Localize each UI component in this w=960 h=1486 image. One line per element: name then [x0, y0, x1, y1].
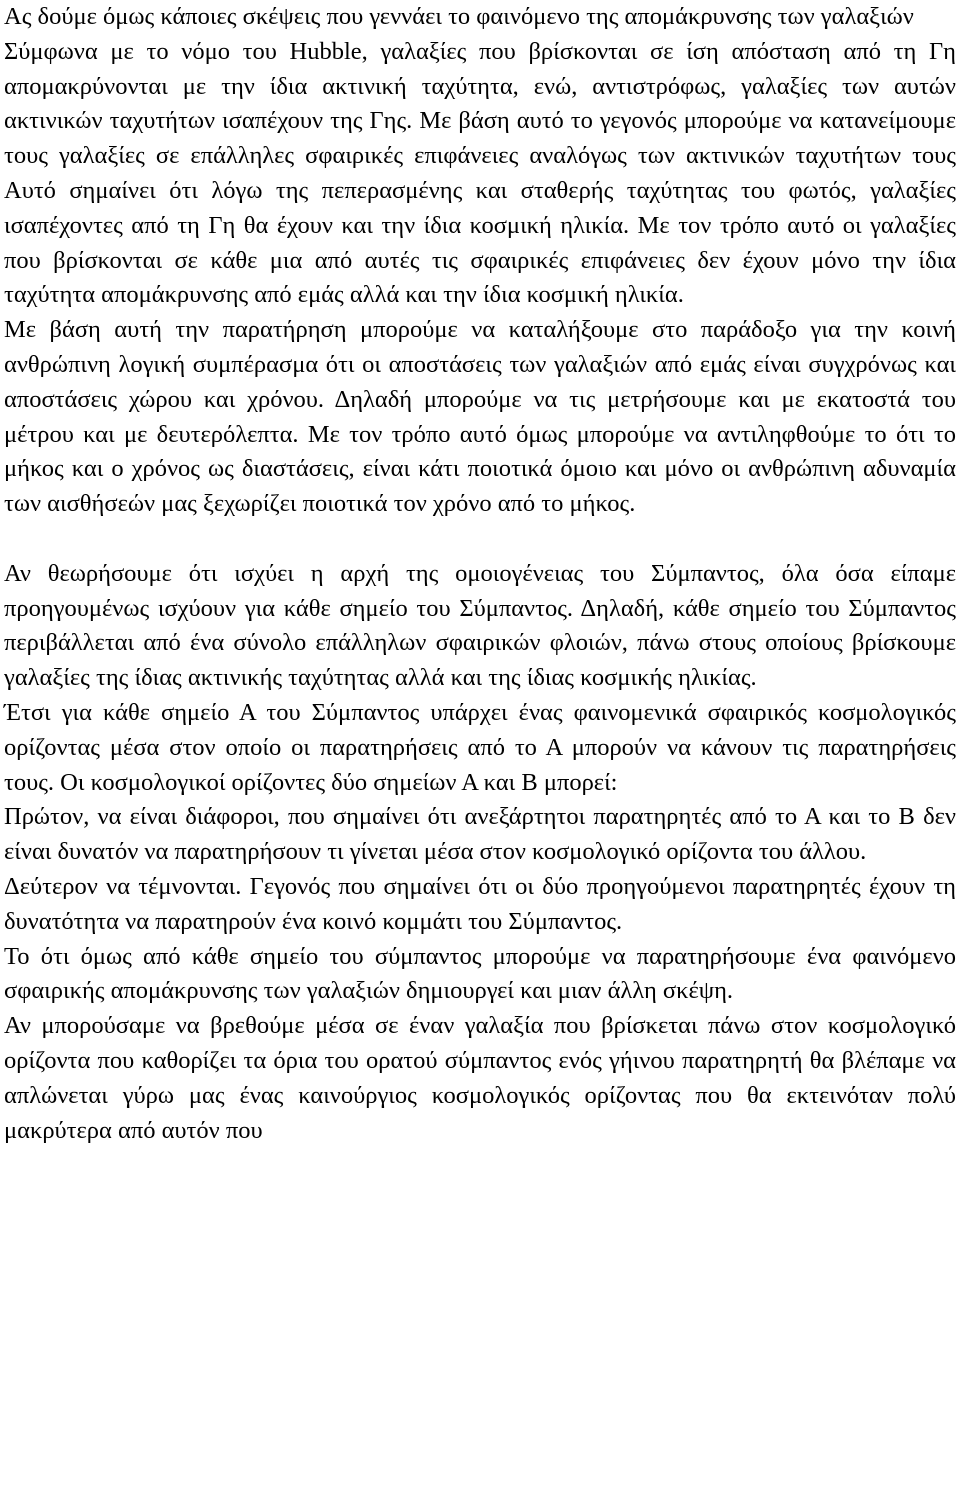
section-heading: Ας δούμε όμως κάποιες σκέψεις που γεννάει το φαινόμενο της απομάκρυνσης των γαλαξιών	[4, 3, 914, 30]
paragraph-hubble-law: Σύμφωνα με το νόμο του Hubble, γαλαξίες που βρίσκονται σε ίση απόσταση από τη Γη απομακρύνονται με την ίδια ακτινική ταχύτητα, ενώ, αντιστρόφως, γαλαξίες των αυτών ακτινικών ταχυτήτων ισαπέχουν της Γης. Με βάση αυτό το γεγονός μπορούμε να κατανείμουμε τους γαλαξίες σε επάλληλες σφαιρικές επιφάνειες αναλόγως των ακτινικών ταχυτήτων τους Αυτό σημαίνει ότι λόγω της πεπερασμένης και σταθερής ταχύτητας του φωτός, γαλαξίες ισαπέχοντες από τη Γη θα έχουν και την ίδια κοσμική ηλικία. Με τον τρόπο αυτό οι γαλαξίες που βρίσκονται σε κάθε μια από αυτές τις σφαιρικές επιφάνειες δεν έχουν μόνο την ίδια ταχύτητα απομάκρυνσης από εμάς αλλά και την ίδια κοσμική ηλικία.	[4, 37, 956, 309]
paragraph-spacer	[4, 522, 956, 557]
paragraph-second-case: Δεύτερον να τέμνονται. Γεγονός που σημαίνει ότι οι δύο προηγούμενοι παρατηρητές έχουν τη δυνατότητα να παρατηρούν ένα κοινό κομμάτι του Σύμπαντος.	[4, 872, 956, 935]
paragraph-homogeneity: Αν θεωρήσουμε ότι ισχύει η αρχή της ομοιογένειας του Σύμπαντος, όλα όσα είπαμε προηγουμένως ισχύουν για κάθε σημείο του Σύμπαντος. Δηλαδή, κάθε σημείο του Σύμπαντος περιβάλλεται από ένα σύνολο επάλληλων σφαιρικών φλοιών, πάνω στους οποίους βρίσκουμε γαλαξίες της ίδιας ακτινικής ταχύτητας αλλά και της ίδιας κοσμικής ηλικίας.	[4, 559, 956, 692]
paragraph-horizon: Έτσι για κάθε σημείο Α του Σύμπαντος υπάρχει ένας φαινομενικά σφαιρικός κοσμολογικός ορίζοντας μέσα στον οποίο οι παρατηρήσεις από το Α μπορούν να κάνουν τις παρατηρήσεις τους. Οι κοσμολογικοί ορίζοντες δύο σημείων Α και Β μπορεί:	[4, 698, 956, 796]
paragraph-space-time: Με βάση αυτή την παρατήρηση μπορούμε να καταλήξουμε στο παράδοξο για την κοινή ανθρώπινη λογική συμπέρασμα ότι οι αποστάσεις των γαλαξιών από εμάς είναι συγχρόνως και αποστάσεις χώρου και χρόνου. Δηλαδή μπορούμε να τις μετρήσουμε και με εκατοστά του μέτρου και με δευτερόλεπτα. Με τον τρόπο αυτό όμως μπορούμε να αντιληφθούμε το ότι το μήκος και ο χρόνος ως διαστάσεις, είναι κάτι ποιοτικά όμοιο και μόνο οι ανθρώπινη αδυναμία των αισθήσεών μας ξεχωρίζει ποιοτικά τον χρόνο από το μήκος.	[4, 316, 956, 518]
paragraph-new-horizon: Αν μπορούσαμε να βρεθούμε μέσα σε έναν γαλαξία που βρίσκεται πάνω στον κοσμολογικό ορίζοντα που καθορίζει τα όρια του ορατού σύμπαντος ενός γήινου παρατηρητή θα βλέπαμε να απλώνεται γύρω μας ένας καινούργιος κοσμολογικός ορίζοντας που θα εκτεινόταν πολύ μακρύτερα από αυτόν που	[4, 1012, 956, 1144]
paragraph-first-case: Πρώτον, να είναι διάφοροι, που σημαίνει ότι ανεξάρτητοι παρατηρητές από το Α και το Β δεν είναι δυνατόν να παρατηρήσουν τι γίνεται μέσα στον κοσμολογικό ορίζοντα του άλλου.	[4, 803, 956, 866]
paragraph-spherical-recession: Το ότι όμως από κάθε σημείο του σύμπαντος μπορούμε να παρατηρήσουμε ένα φαινόμενο σφαιρικής απομάκρυνσης των γαλαξιών δημιουργεί και μιαν άλλη σκέψη.	[4, 942, 956, 1005]
